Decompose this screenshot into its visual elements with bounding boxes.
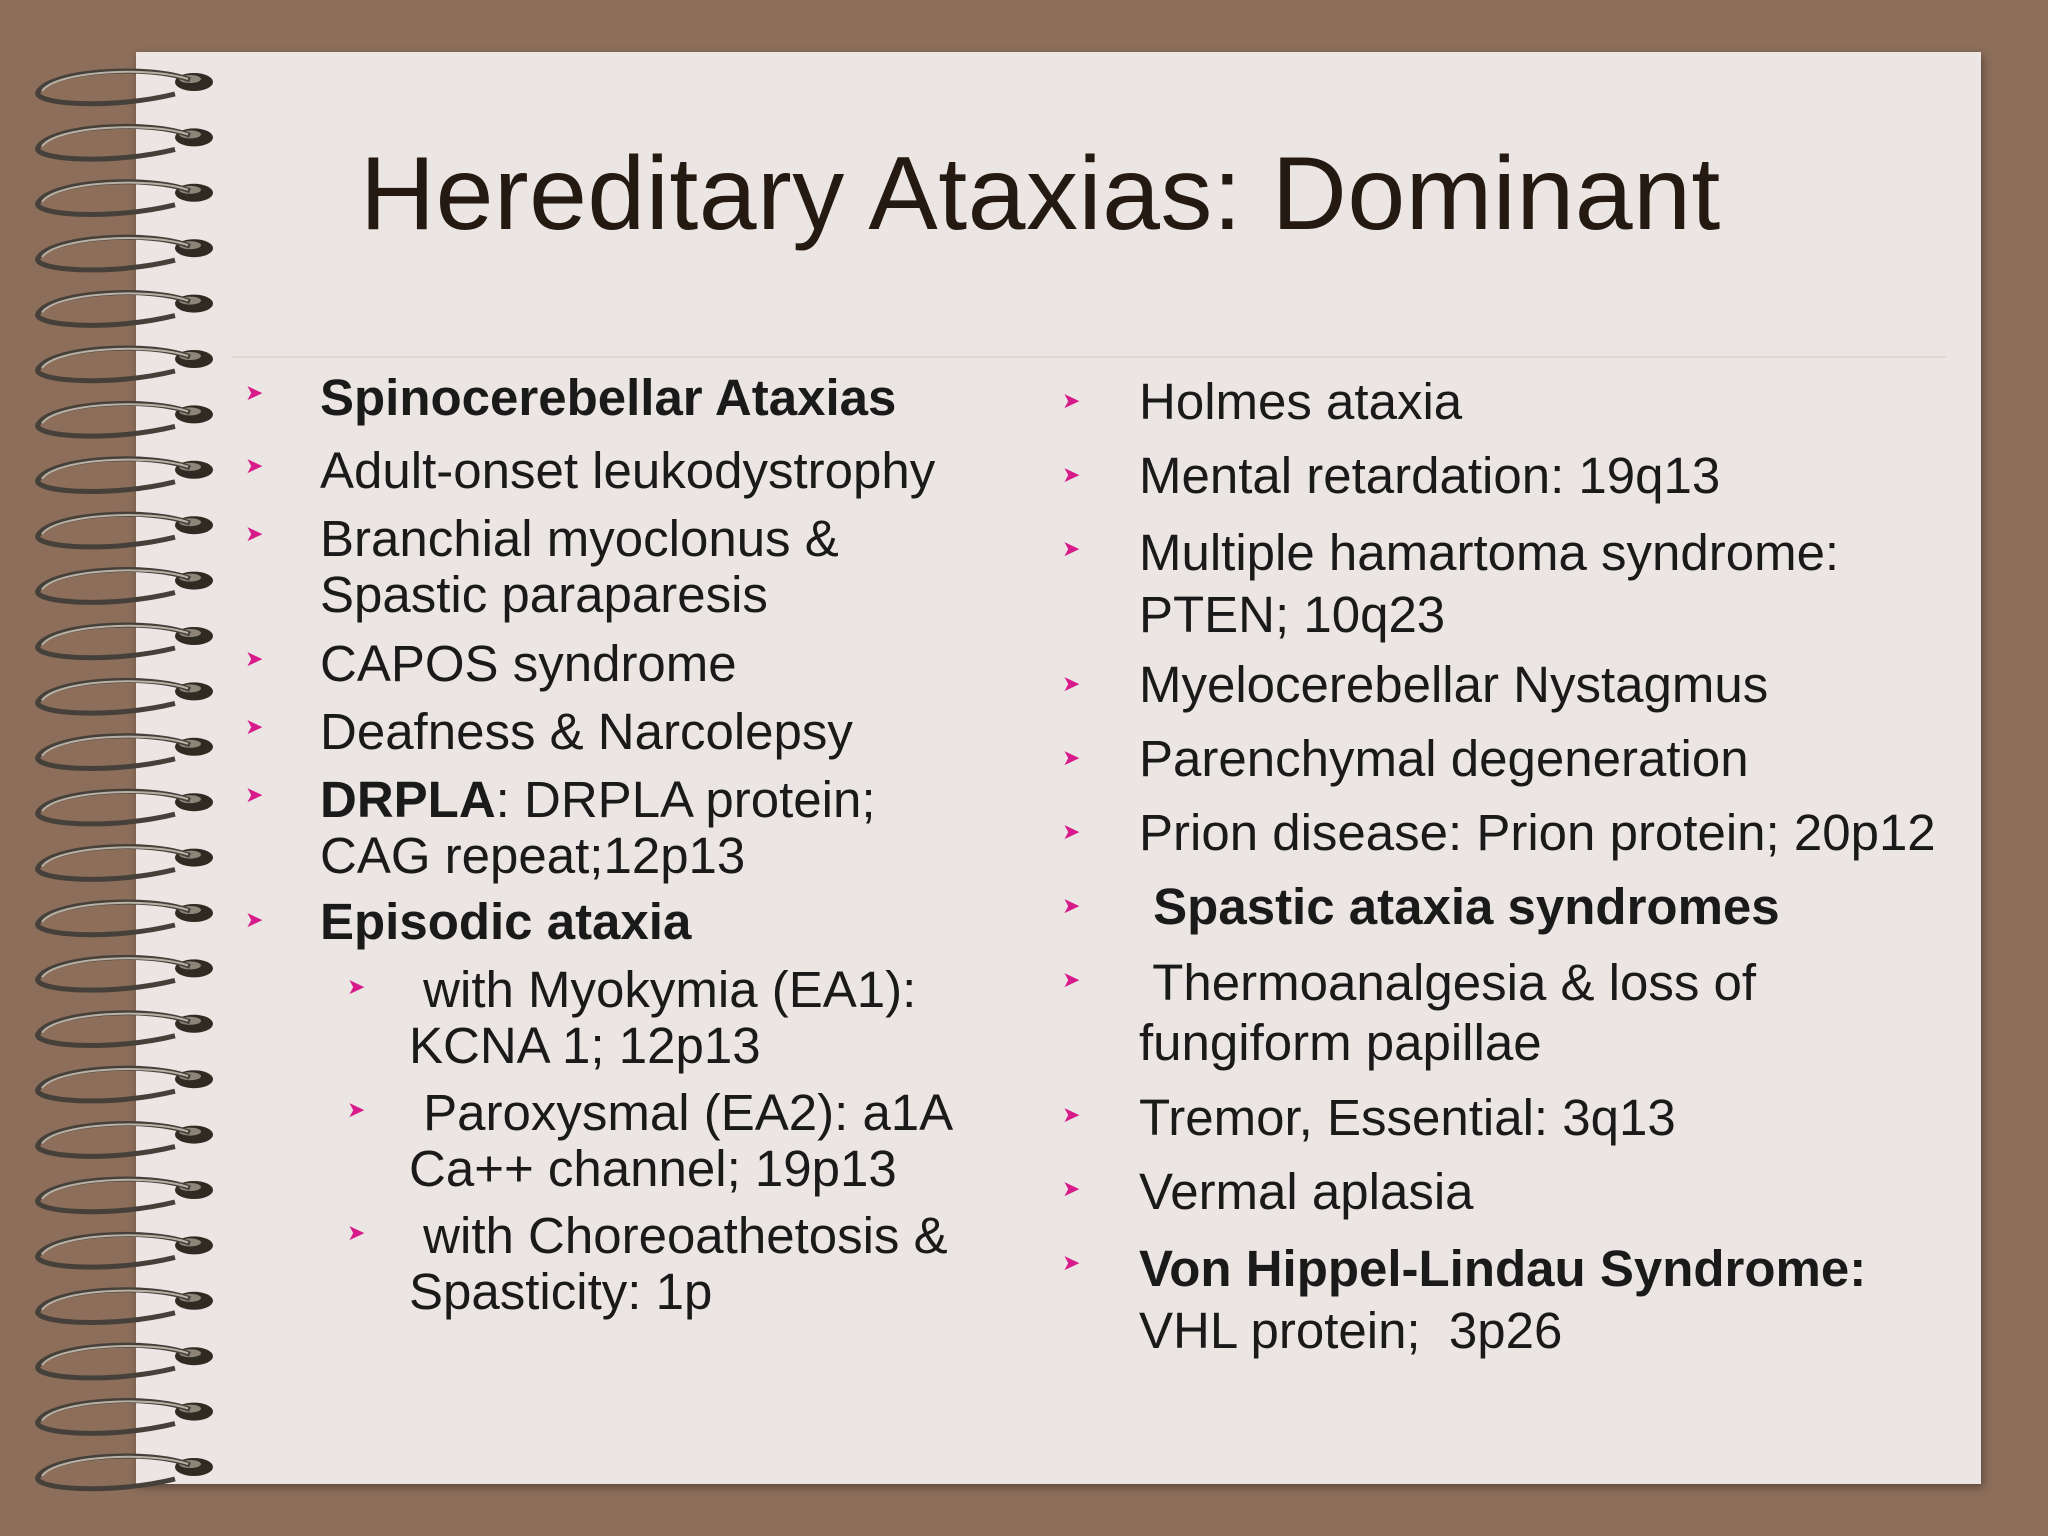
bullet-icon: ➤ <box>1062 967 1081 992</box>
bullet-icon: ➤ <box>245 646 264 671</box>
list-item-capos: CAPOS syndrome <box>320 635 737 692</box>
bullet-icon: ➤ <box>1062 1176 1081 1201</box>
bullet-icon: ➤ <box>1062 536 1081 561</box>
bullet-icon: ➤ <box>347 974 366 999</box>
sub-item-choreoathetosis: with Choreoathetosis & Spasticity: 1p <box>409 1207 948 1320</box>
bullet-icon: ➤ <box>1062 745 1081 770</box>
bullet-icon: ➤ <box>245 907 264 932</box>
list-item-myelocerebellar: Myelocerebellar Nystagmus <box>1139 656 1769 713</box>
bullet-icon: ➤ <box>1062 819 1081 844</box>
list-item-parenchymal: Parenchymal degeneration <box>1139 730 1749 787</box>
list-item-drpla: DRPLA: DRPLA protein; CAG repeat;12p13 <box>320 771 876 884</box>
list-item-von-hippel-lindau: Von Hippel-Lindau Syndrome: VHL protein; 3p26 <box>1139 1240 1867 1359</box>
bullet-icon: ➤ <box>347 1220 366 1245</box>
bullet-icon: ➤ <box>245 714 264 739</box>
bullet-icon: ➤ <box>1062 1250 1081 1275</box>
bullet-icon: ➤ <box>1062 462 1081 487</box>
sub-item-paroxysmal: Paroxysmal (EA2): a1A Ca++ channel; 19p13 <box>409 1084 954 1197</box>
list-item-hamartoma: Multiple hamartoma syndrome: PTEN; 10q23 <box>1139 524 1840 643</box>
bullet-icon: ➤ <box>1062 388 1081 413</box>
bullet-icon: ➤ <box>1062 893 1081 918</box>
list-item-leukodystrophy: Adult-onset leukodystrophy <box>320 442 936 499</box>
list-item-spastic-ataxia: Spastic ataxia syndromes <box>1139 878 1780 935</box>
bullet-icon: ➤ <box>245 521 264 546</box>
list-item-prion: Prion disease: Prion protein; 20p12 <box>1139 804 1936 861</box>
list-item-episodic-ataxia: Episodic ataxia <box>320 893 692 950</box>
slide-title: Hereditary Ataxias: Dominant <box>360 136 1721 252</box>
list-item-branchial-myoclonus: Branchial myoclonus & Spastic paraparesis <box>320 510 839 623</box>
sub-item-myokymia: with Myokymia (EA1): KCNA 1; 12p13 <box>409 961 917 1074</box>
list-item-thermoanalgesia: Thermoanalgesia & loss of fungiform papillae <box>1139 954 1757 1071</box>
list-item-holmes: Holmes ataxia <box>1139 373 1463 430</box>
title-divider <box>232 356 1946 358</box>
bullet-icon: ➤ <box>245 380 264 405</box>
bullet-icon: ➤ <box>1062 671 1081 696</box>
bullet-icon: ➤ <box>245 782 264 807</box>
list-item-mental-retardation: Mental retardation: 19q13 <box>1139 447 1721 504</box>
bullet-icon: ➤ <box>1062 1102 1081 1127</box>
list-item-tremor: Tremor, Essential: 3q13 <box>1139 1089 1676 1146</box>
list-item-deafness: Deafness & Narcolepsy <box>320 703 853 760</box>
list-item-vermal-aplasia: Vermal aplasia <box>1139 1163 1474 1220</box>
list-item-spinocerebellar: Spinocerebellar Ataxias <box>320 369 897 426</box>
bullet-icon: ➤ <box>245 453 264 478</box>
bullet-icon: ➤ <box>347 1097 366 1122</box>
